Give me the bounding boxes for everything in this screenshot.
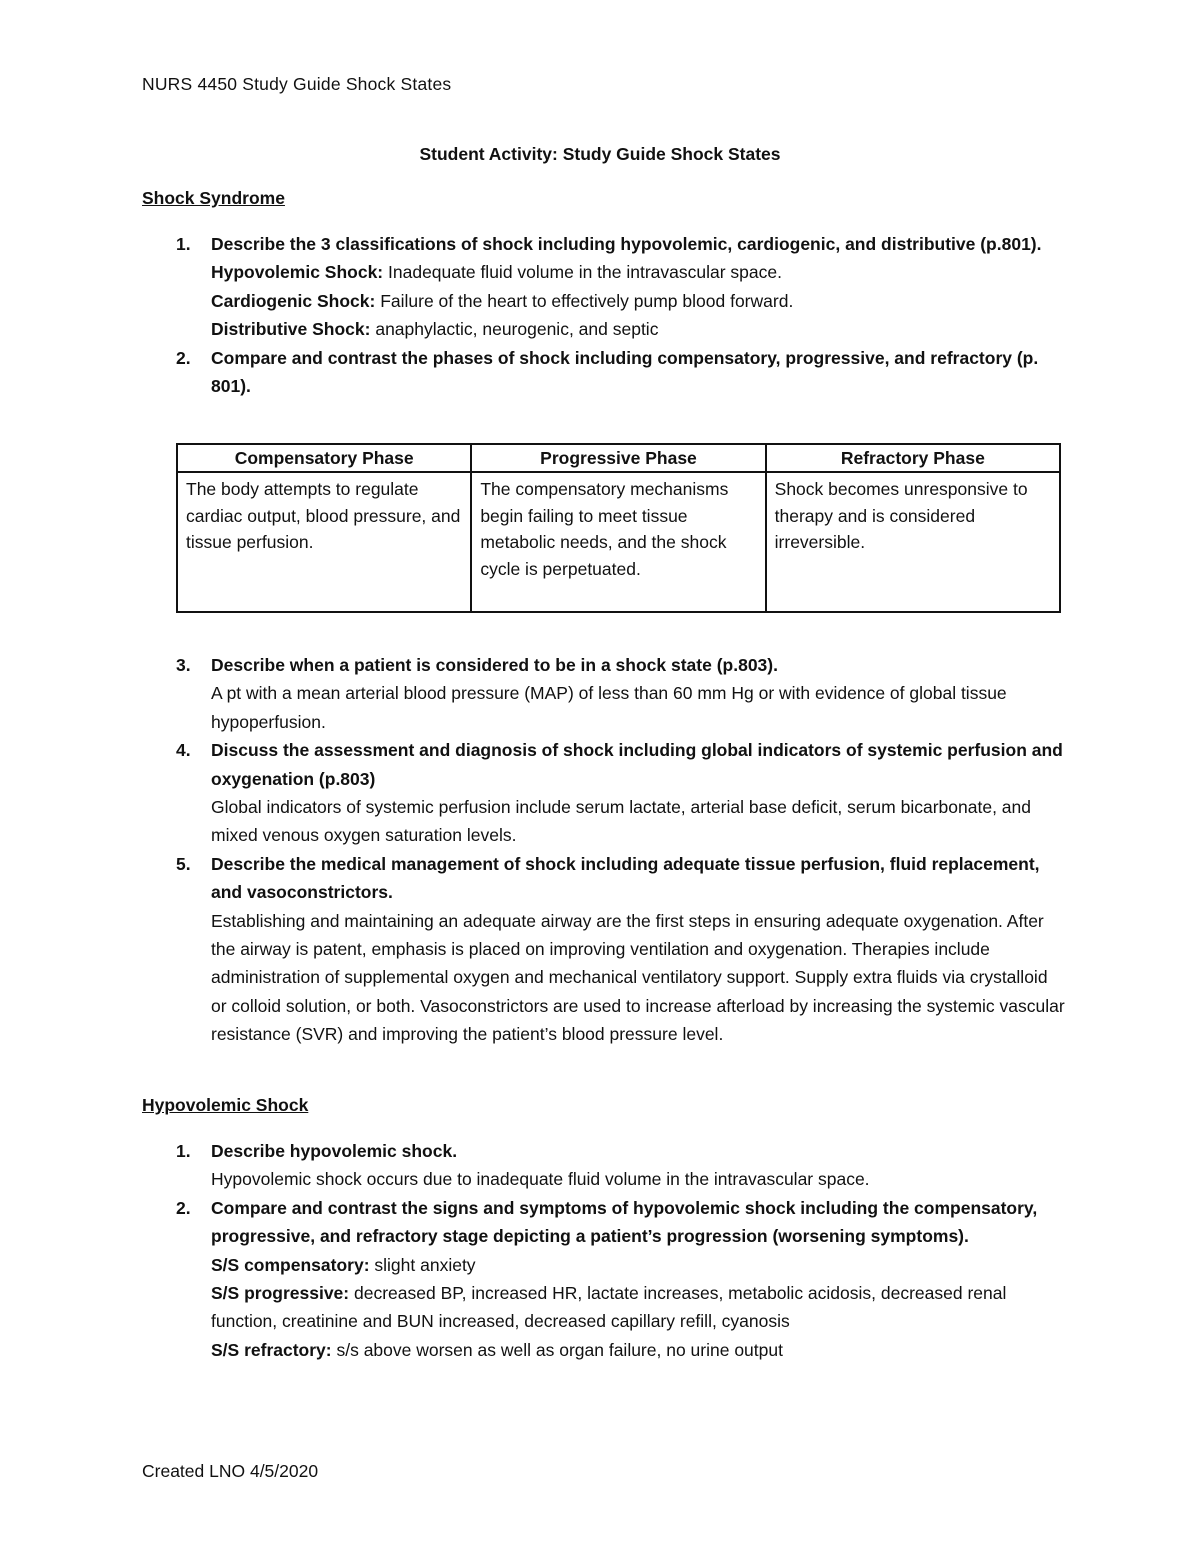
answer-text: Failure of the heart to effectively pump blood forward.	[375, 290, 794, 311]
table-cell: Shock becomes unresponsive to therapy and is considered irreversible.	[766, 472, 1060, 612]
page-header: NURS 4450 Study Guide Shock States	[142, 74, 452, 94]
shock-phases-table	[176, 443, 1061, 613]
answer-line	[211, 1251, 1067, 1279]
table-cell: The body attempts to regulate cardiac output, blood pressure, and tissue perfusion.	[177, 472, 471, 612]
list-item	[142, 651, 1067, 736]
answer-label: Hypovolemic Shock:	[211, 262, 384, 283]
question-text: Describe when a patient is considered to be in a shock state (p.803).	[211, 655, 778, 675]
answer-text: s/s above worsen as well as organ failure, no urine output	[331, 1339, 783, 1360]
answer-text: slight anxiety	[369, 1254, 476, 1275]
item-number: 3.	[176, 655, 191, 675]
answer-text: anaphylactic, neurogenic, and septic	[370, 319, 659, 340]
list-item	[142, 344, 1067, 401]
list-item	[142, 230, 1067, 344]
answer-line	[211, 1279, 1067, 1336]
item-number: 2.	[176, 347, 191, 368]
list-item	[142, 1137, 1067, 1194]
question-text: Discuss the assessment and diagnosis of shock including global indicators of systemic perfusion and oxygenation (p.803)	[211, 740, 1063, 789]
table-header-cell: Progressive Phase	[471, 444, 765, 472]
answer-text: A pt with a mean arterial blood pressure (MAP) of less than 60 mm Hg or with evidence of global tissue hypoperfusion.	[211, 683, 1007, 732]
item-number: 5.	[176, 853, 191, 874]
table-row	[177, 472, 1060, 612]
list-item	[142, 850, 1067, 1049]
question-text: Describe the 3 classifications of shock including hypovolemic, cardiogenic, and distributive (p.801).	[211, 234, 1042, 254]
hypovolemic-shock-questions	[142, 1137, 1067, 1364]
section-heading-shock-syndrome: Shock Syndrome	[142, 188, 285, 208]
item-number: 1.	[176, 1141, 191, 1161]
answer-label: S/S refractory:	[211, 1339, 332, 1360]
answer-line	[211, 287, 1067, 315]
answer-text: Inadequate fluid volume in the intravascular space.	[383, 262, 782, 283]
answer-label: Cardiogenic Shock:	[211, 290, 376, 311]
table-header-cell: Refractory Phase	[766, 444, 1060, 472]
list-item	[142, 736, 1067, 850]
item-number: 1.	[176, 234, 191, 254]
answer-line	[211, 258, 1067, 286]
answer-text: Hypovolemic shock occurs due to inadequate fluid volume in the intravascular space.	[211, 1169, 870, 1190]
list-item	[142, 1194, 1067, 1364]
answer-line	[211, 1336, 1067, 1364]
question-text: Describe hypovolemic shock.	[211, 1141, 458, 1161]
section-heading-hypovolemic-shock: Hypovolemic Shock	[142, 1095, 309, 1115]
question-text: Describe the medical management of shock including adequate tissue perfusion, fluid replacement, and vasoconstrictors.	[211, 853, 1040, 903]
question-text: Compare and contrast the signs and symptoms of hypovolemic shock including the compensatory, progressive, and refractory stage depicting a patient’s progression (worsening symptoms).	[211, 1197, 1038, 1247]
table-header-cell: Compensatory Phase	[177, 444, 471, 472]
shock-syndrome-questions-part2	[142, 651, 1067, 1049]
answer-label: S/S progressive:	[211, 1283, 350, 1304]
item-number: 2.	[176, 1197, 191, 1218]
page-footer: Created LNO 4/5/2020	[142, 1461, 319, 1481]
answer-text: decreased BP, increased HR, lactate increases, metabolic acidosis, decreased renal function, creatinine and BUN increased, decreased capillary refill, cyanosis	[211, 1283, 1007, 1332]
answer-label: S/S compensatory:	[211, 1254, 370, 1275]
answer-line	[211, 315, 1067, 343]
answer-text: Establishing and maintaining an adequate airway are the first steps in ensuring adequate oxygenation. After the airway is patent, emphasis is placed on improving ventilation and oxygenation. Therapies include administration of supplemental oxygen and mechanical ventilatory support. Supply extra fluids via crystalloid or colloid solution, or both. Vasoconstrictors are used to increase afterload by increasing the systemic vascular resistance (SVR) and improving the patient’s blood pressure level.	[211, 910, 1065, 1045]
answer-label: Distributive Shock:	[211, 319, 371, 340]
table-cell: The compensatory mechanisms begin failing to meet tissue metabolic needs, and the shock cycle is perpetuated.	[471, 472, 765, 612]
question-text: Compare and contrast the phases of shock including compensatory, progressive, and refractory (p. 801).	[211, 347, 1039, 397]
document-title: Student Activity: Study Guide Shock States	[419, 144, 781, 164]
item-number: 4.	[176, 740, 191, 761]
shock-syndrome-questions-part1	[142, 230, 1067, 400]
answer-text: Global indicators of systemic perfusion include serum lactate, arterial base deficit, serum bicarbonate, and mixed venous oxygen saturation levels.	[211, 797, 1031, 846]
table-header-row	[177, 444, 1060, 472]
